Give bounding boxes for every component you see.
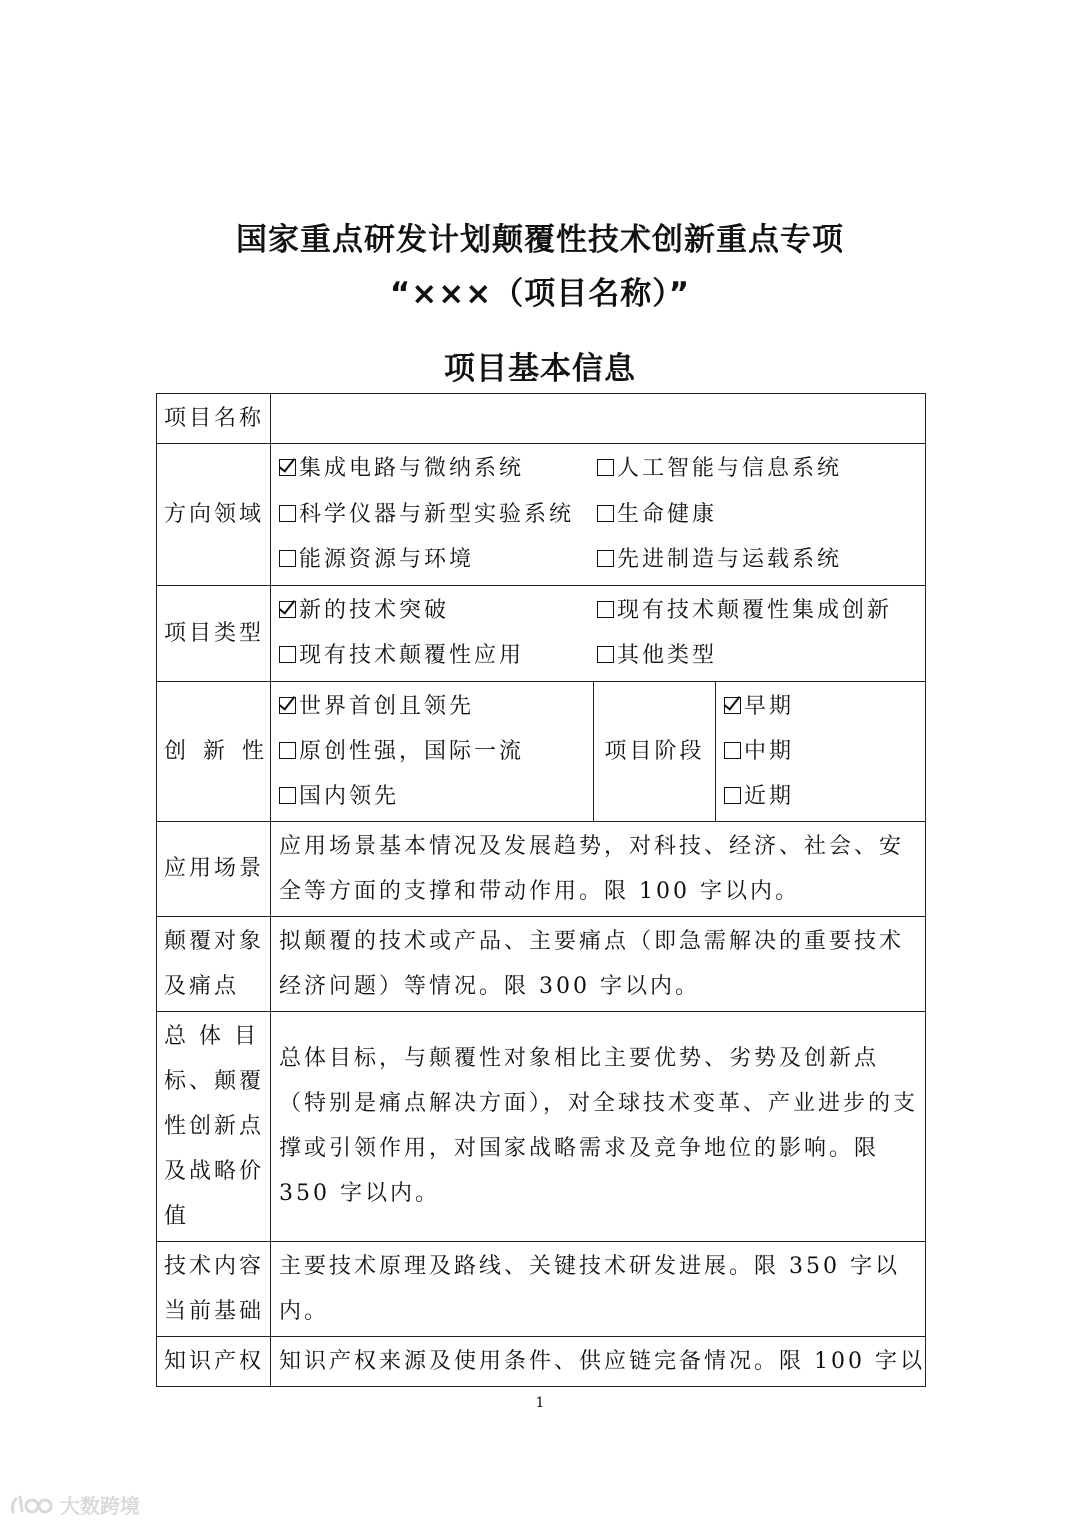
option-direction-ai[interactable]: 人工智能与信息系统 [597, 446, 919, 492]
option-direction-health[interactable]: 生命健康 [597, 492, 919, 538]
checkbox-icon[interactable] [279, 550, 296, 567]
checkbox-icon[interactable] [279, 787, 296, 804]
row-project-type [157, 585, 926, 681]
goals-text[interactable]: 总体目标，与颠覆性对象相比主要优势、劣势及创新点（特别是痛点解决方面），对全球技术变革、产业进步的支撑或引领作用，对国家战略需求及竞争地位的影响。限 350 字以内。 [271, 1011, 926, 1241]
label-stage: 项目阶段 [594, 681, 716, 821]
checkbox-icon[interactable] [724, 787, 741, 804]
application-text[interactable]: 应用场景基本情况及发展趋势，对科技、经济、社会、安全等方面的支撑和带动作用。限 100 字以内。 [271, 821, 926, 916]
checkbox-checked-icon[interactable] [724, 697, 741, 714]
option-stage-near[interactable]: 近期 [724, 774, 919, 819]
ip-text[interactable]: 知识产权来源及使用条件、供应链完备情况。限 100 字以 [271, 1336, 926, 1386]
watermark-text: 大数跨境 [60, 1494, 140, 1518]
option-type-application[interactable]: 现有技术颠覆性应用 [279, 633, 597, 679]
label-ip: 知识产权 [157, 1336, 271, 1386]
option-direction-energy[interactable]: 能源资源与环境 [279, 537, 597, 583]
tech-text[interactable]: 主要技术原理及路线、关键技术研发进展。限 350 字以内。 [271, 1241, 926, 1336]
row-goals [157, 1011, 926, 1241]
project-info-table [156, 393, 926, 1387]
row-application [157, 821, 926, 916]
option-type-new-tech[interactable]: 新的技术突破 [279, 588, 597, 634]
checkbox-icon[interactable] [279, 646, 296, 663]
document-title: 国家重点研发计划颠覆性技术创新重点专项 [236, 222, 844, 258]
project-name-title: “×××（项目名称）” [389, 276, 691, 312]
checkbox-icon[interactable] [597, 505, 614, 522]
label-innovation: 创 新 性 [157, 681, 271, 821]
row-ip [157, 1336, 926, 1386]
label-application: 应用场景 [157, 821, 271, 916]
checkbox-checked-icon[interactable] [279, 459, 296, 476]
row-direction [157, 444, 926, 586]
option-innovation-original[interactable]: 原创性强，国际一流 [279, 729, 587, 774]
option-direction-ic[interactable]: 集成电路与微纳系统 [279, 446, 597, 492]
checkbox-icon[interactable] [597, 601, 614, 618]
checkbox-checked-icon[interactable] [279, 697, 296, 714]
label-disrupt: 颠覆对象及痛点 [157, 916, 271, 1011]
checkbox-icon[interactable] [597, 459, 614, 476]
row-tech [157, 1241, 926, 1336]
row-disrupt [157, 916, 926, 1011]
checkbox-icon[interactable] [279, 505, 296, 522]
logo-icon [10, 1494, 54, 1516]
option-stage-mid[interactable]: 中期 [724, 729, 919, 774]
checkbox-icon[interactable] [279, 742, 296, 759]
checkbox-icon[interactable] [597, 550, 614, 567]
option-stage-early[interactable]: 早期 [724, 684, 919, 729]
label-project-name: 项目名称 [157, 394, 271, 444]
row-project-name [157, 394, 926, 444]
checkbox-icon[interactable] [724, 742, 741, 759]
page-number: 1 [535, 1395, 545, 1411]
option-type-integration[interactable]: 现有技术颠覆性集成创新 [597, 588, 919, 634]
option-direction-manufacturing[interactable]: 先进制造与运载系统 [597, 537, 919, 583]
watermark [10, 1490, 140, 1519]
option-direction-instruments[interactable]: 科学仪器与新型实验系统 [279, 492, 597, 538]
label-direction: 方向领域 [157, 444, 271, 586]
checkbox-checked-icon[interactable] [279, 601, 296, 618]
label-project-type: 项目类型 [157, 585, 271, 681]
option-type-other[interactable]: 其他类型 [597, 633, 919, 679]
option-innovation-domestic[interactable]: 国内领先 [279, 774, 587, 819]
label-goals: 总 体 目标、颠覆性创新点及战略价值 [157, 1011, 271, 1241]
option-innovation-first[interactable]: 世界首创且领先 [279, 684, 587, 729]
project-name-field[interactable] [271, 394, 926, 444]
row-innovation [157, 681, 926, 821]
checkbox-icon[interactable] [597, 646, 614, 663]
section-title: 项目基本信息 [444, 351, 636, 387]
label-tech: 技术内容当前基础 [157, 1241, 271, 1336]
disrupt-text[interactable]: 拟颠覆的技术或产品、主要痛点（即急需解决的重要技术经济问题）等情况。限 300 字以内。 [271, 916, 926, 1011]
